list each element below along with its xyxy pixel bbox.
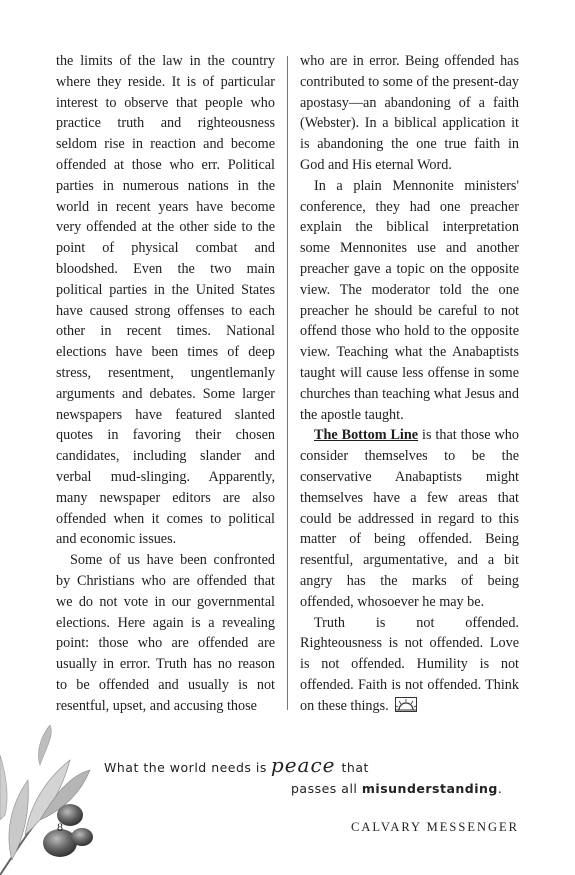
- publication-name: CALVARY MESSENGER: [351, 820, 519, 834]
- right-column: [300, 51, 519, 717]
- paragraph-text: is that those who consider themselves to be the conservative Anabaptists might themselves have a few areas that could be addressed in regard to this matter of being offended. Being resentful, argumentative, and a bit angry has the marks of being offended, whosoever he may be.: [300, 427, 519, 610]
- paragraph: [300, 613, 519, 717]
- quote-peace-word: peace: [270, 753, 336, 777]
- quote-text: What the world needs is: [104, 760, 267, 775]
- quote-text: passes all: [291, 781, 358, 796]
- olive-branch-image: [0, 725, 110, 875]
- column-divider: [287, 56, 288, 710]
- page-number: 8: [57, 820, 63, 834]
- quote-period: .: [497, 781, 503, 796]
- paragraph: Some of us have been confronted by Christians who are offended that we do not vote in our governmental elections. Here again is a revealing point: those who are offended are usually in error. Truth has no reason to be offended and usually is not resentful, upset, and accusing those: [56, 552, 275, 714]
- paragraph: who are in error. Being offended has contributed to some of the present-day apostasy—an abandoning of a faith (Webster). In a biblical application it is abandoning the one true faith in God and His eternal Word.: [300, 53, 519, 173]
- paragraph-text: Truth is not offended. Righteousness is not offended. Love is not offended. Humility is not offended. Faith is not offended. Think on these things.: [300, 614, 519, 714]
- paragraph: In a plain Mennonite ministers' conference, they had one preacher explain the biblical interpretation some Mennonites use and another preacher gave a topic on the opposite view. The moderator told the one preacher he should be careful to not offend those who hold to the opposite view. Teaching what the Anabaptists taught will cause less offense in some churches than teaching what Jesus and the apostle taught.: [300, 177, 519, 423]
- paragraph: the limits of the law in the country where they reside. It is of particular interest to observe that people who practice truth and righteousness seldom rise in reaction and become offended at those who err. Political parties in numerous nations in the world in recent years have become very offended at the other side to the point of physical combat and bloodshed. Even the two main political parties in the United States have caused strong offenses to each other in recent times. National elections have been times of deep stress, resentment, ungentlemanly arguments and debates. Some larger newspapers have featured slanted quotes in favoring their chosen candidates, including slander and verbal mud-slinging. Apparently, many newspaper editors are also offended when it comes to political and economic issues.: [56, 53, 275, 548]
- footer-quote-line2: [291, 781, 502, 796]
- sunrise-icon: [395, 697, 417, 712]
- quote-text: that: [341, 760, 369, 775]
- bottom-line-heading: The Bottom Line: [314, 427, 419, 444]
- paragraph: [300, 425, 519, 612]
- quote-bold-word: misunderstanding: [361, 781, 498, 796]
- left-column: [56, 51, 275, 717]
- footer-quote-line1: [104, 753, 369, 777]
